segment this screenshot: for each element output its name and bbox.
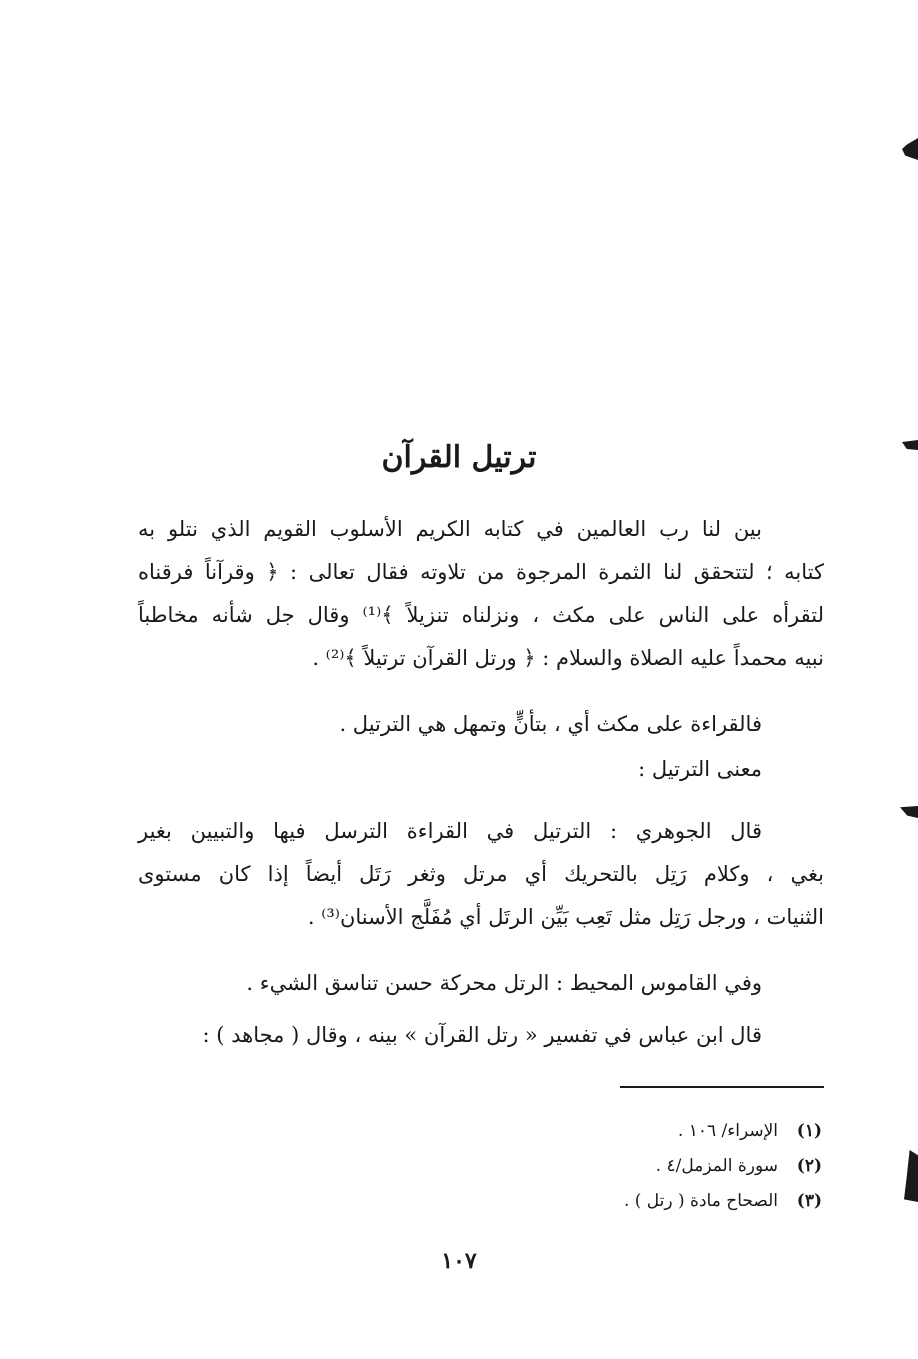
- text-line: معنى الترتيل :: [638, 757, 762, 781]
- paragraph-qamus: [138, 962, 824, 1005]
- text-line: لتقرأه على الناس على مكث ، ونزلناه تنزيلاً ﴾⁽¹⁾ وقال جل شأنه مخاطباً: [138, 603, 824, 627]
- scan-edge-mark: [902, 138, 918, 160]
- footnote-text: الإسراء/ ١٠٦ .: [677, 1121, 778, 1141]
- footnote-number: (٣): [796, 1191, 822, 1211]
- footnote: [422, 1184, 822, 1219]
- footnote-number: (٢): [796, 1156, 822, 1176]
- page-number: ١٠٧: [441, 1248, 477, 1274]
- text-line: كتابه ؛ لتتحقق لنا الثمرة المرجوة من تلاوته فقال تعالى : ﴿ وقرآناً فرقناه: [138, 560, 824, 584]
- paragraph-intro: [138, 508, 824, 680]
- paragraph-jawhari: [138, 810, 824, 939]
- text-line: بغي ، وكلام رَتِل بالتحريك أي مرتل وثغر رَتَل أيضاً إذا كان مستوى: [138, 862, 824, 886]
- footnote-number: (١): [796, 1121, 822, 1141]
- footnote-divider: [620, 1086, 824, 1088]
- paragraph-ibn-abbas: [138, 1014, 824, 1057]
- footnotes: [422, 1114, 822, 1219]
- page-title: ترتيل القرآن: [381, 440, 537, 475]
- text-line: قال ابن عباس في تفسير « رتل القرآن » بينه ، وقال ( مجاهد ) :: [202, 1023, 762, 1047]
- text-line: فالقراءة على مكث أي ، بتأنٍّ وتمهل هي الترتيل .: [339, 712, 762, 736]
- text-line: نبيه محمداً عليه الصلاة والسلام : ﴿ ورتل القرآن ترتيلاً ﴾⁽²⁾ .: [312, 646, 824, 670]
- footnote: [422, 1149, 822, 1184]
- text-line: قال الجوهري : الترتيل في القراءة الترسل فيها والتبيين بغير: [138, 819, 762, 843]
- footnote-text: سورة المزمل/٤ .: [655, 1156, 778, 1176]
- text-line: وفي القاموس المحيط : الرتل محركة حسن تناسق الشيء .: [246, 971, 762, 995]
- scan-edge-mark: [904, 1150, 918, 1202]
- text-line: الثنيات ، ورجل رَتِل مثل تَعِب بَيِّن الرتَل أي مُفَلَّج الأسنان⁽³⁾ .: [307, 905, 824, 929]
- paragraph-meaning: [138, 703, 824, 746]
- scan-edge-mark: [900, 806, 918, 818]
- footnote: [422, 1114, 822, 1149]
- text-line: بين لنا رب العالمين في كتابه الكريم الأسلوب القويم الذي نتلو به: [138, 517, 762, 541]
- section-heading: [138, 748, 824, 791]
- footnote-text: الصحاح مادة ( رتل ) .: [623, 1191, 778, 1211]
